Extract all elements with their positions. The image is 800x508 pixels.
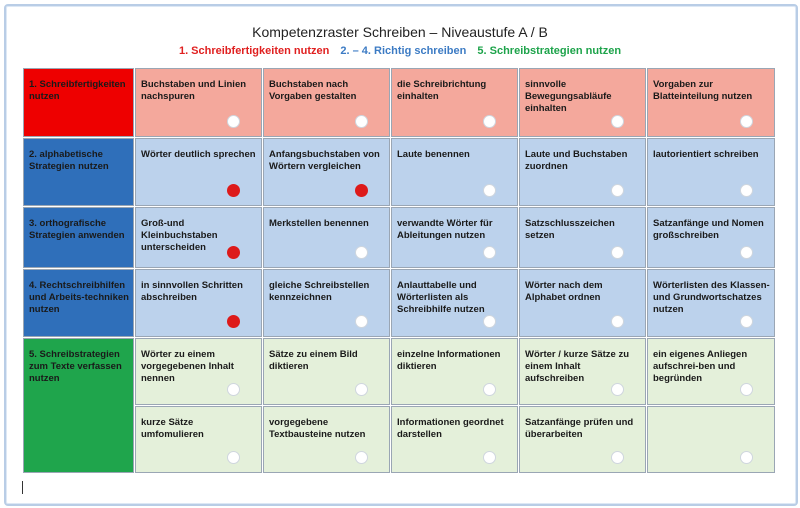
status-dot[interactable] [740,115,753,128]
cell-text: Wörter nach dem Alphabet ordnen [525,280,603,303]
status-dot[interactable] [740,184,753,197]
text-cursor [22,481,23,494]
grid-cell [135,269,263,338]
cell-text: Wörter / kurze Sätze zu einem Inhalt aufschreiben [525,349,629,384]
row-header-5: 5. Schreibstrategien zum Texte verfassen nutzen [23,338,135,474]
grid-cell [263,68,391,138]
row-header-3: 3. orthografische Strategien anwenden [23,207,135,269]
status-dot[interactable] [611,383,624,396]
grid-cell [263,338,391,406]
grid-cell [647,338,776,406]
grid-row-5 [23,338,776,406]
cell-text: Groß-und Kleinbuchstaben unterscheiden [141,218,218,253]
status-dot[interactable] [611,115,624,128]
cell-text: Vorgaben zur Blatteinteilung nutzen [653,79,753,102]
status-dot[interactable] [355,115,368,128]
cell-text: in sinnvollen Schritten abschreiben [141,280,243,303]
cell-text: Buchstaben nach Vorgaben gestalten [269,79,357,102]
competency-grid [22,67,776,474]
grid-cell [647,269,776,338]
cell-text: einzelne Informationen diktieren [397,349,501,372]
status-dot[interactable] [740,315,753,328]
status-dot[interactable] [740,246,753,259]
status-dot[interactable] [355,246,368,259]
cell-text: Laute und Buchstaben zuordnen [525,149,628,172]
status-dot[interactable] [227,383,240,396]
status-dot[interactable] [227,115,240,128]
status-dot[interactable] [483,315,496,328]
cell-text: Anlauttabelle und Wörterlisten als Schreibhilfe nutzen [397,280,485,315]
grid-cell [135,406,263,474]
cell-text: Anfangsbuchstaben von Wörtern vergleichen [269,149,380,172]
cell-text: Wörter zu einem vorgegebenen Inhalt nennen [141,349,234,384]
cell-text: ein eigenes Anliegen aufschrei-ben und begründen [653,349,748,384]
grid-cell [135,68,263,138]
grid-cell [519,138,647,207]
status-dot[interactable] [611,315,624,328]
status-dot[interactable] [483,246,496,259]
grid-cell [391,138,519,207]
grid-cell [263,269,391,338]
grid-row-3 [23,207,776,269]
status-dot[interactable] [740,383,753,396]
status-dot-filled[interactable] [227,315,240,328]
cell-text: Laute benennen [397,149,470,160]
status-dot[interactable] [483,451,496,464]
legend-item-schreibstrategien: 5. Schreibstrategien nutzen [477,45,622,57]
status-dot[interactable] [483,184,496,197]
status-dot[interactable] [611,451,624,464]
cell-text: verwandte Wörter für Ableitungen nutzen [397,218,493,241]
grid-row-1 [23,68,776,138]
grid-cell [647,207,776,269]
grid-cell [263,207,391,269]
grid-cell [391,338,519,406]
status-dot[interactable] [227,451,240,464]
grid-cell [263,406,391,474]
cell-text: gleiche Schreibstellen kennzeichnen [269,280,370,303]
cell-text: Informationen geordnet darstellen [397,417,504,440]
cell-text: sinnvolle Bewegungsabläufe einhalten [525,79,612,114]
grid-cell [647,138,776,207]
status-dot[interactable] [611,184,624,197]
grid-cell [391,207,519,269]
row-header-4: 4. Rechtschreibhilfen und Arbeits-techniken nutzen [23,269,135,338]
grid-cell [519,269,647,338]
row-header-1: 1. Schreibfertigkeiten nutzen [23,68,135,138]
cell-text: Satzanfänge und Nomen großschreiben [653,218,764,241]
grid-cell [519,406,647,474]
grid-cell [647,406,776,474]
row-header-2: 2. alphabetische Strategien nutzen [23,138,135,207]
grid-cell [647,68,776,138]
cell-text: Merkstellen benennen [269,218,369,229]
cell-text: Wörter deutlich sprechen [141,149,256,160]
grid-row-6 [23,406,776,474]
grid-cell [263,138,391,207]
status-dot-filled[interactable] [227,184,240,197]
grid-cell [391,269,519,338]
legend-item-schreibfertigkeiten: 1. Schreibfertigkeiten nutzen [178,45,330,57]
cell-text: die Schreibrichtung einhalten [397,79,487,102]
status-dot-filled[interactable] [355,184,368,197]
legend [0,45,800,57]
status-dot-filled[interactable] [227,246,240,259]
status-dot[interactable] [355,315,368,328]
grid-cell [135,207,263,269]
cell-text: Satzschlusszeichen setzen [525,218,615,241]
cell-text: Satzanfänge prüfen und überarbeiten [525,417,634,440]
status-dot[interactable] [355,383,368,396]
status-dot[interactable] [740,451,753,464]
grid-row-4 [23,269,776,338]
grid-cell [391,68,519,138]
cell-text: Sätze zu einem Bild diktieren [269,349,358,372]
status-dot[interactable] [483,115,496,128]
legend-item-richtig-schreiben: 2. – 4. Richtig schreiben [340,45,467,57]
page-title: Kompetenzraster Schreiben – Niveaustufe A / B [252,24,548,40]
status-dot[interactable] [611,246,624,259]
grid-cell [135,138,263,207]
cell-text: Buchstaben und Linien nachspuren [141,79,247,102]
cell-text: lautorientiert schreiben [653,149,759,160]
grid-cell [519,207,647,269]
cell-text: Wörterlisten des Klassen- und Grundwortschatzes nutzen [653,280,770,315]
grid-cell [519,68,647,138]
grid-cell [135,338,263,406]
grid-cell [391,406,519,474]
cell-text: kurze Sätze umfomulieren [141,417,204,440]
status-dot[interactable] [483,383,496,396]
cell-text: vorgegebene Textbausteine nutzen [269,417,366,440]
status-dot[interactable] [355,451,368,464]
grid-cell [519,338,647,406]
grid-row-2 [23,138,776,207]
